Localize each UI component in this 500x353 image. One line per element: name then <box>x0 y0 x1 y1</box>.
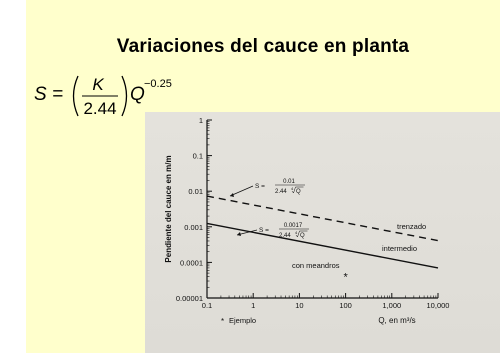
formula-paren-right <box>122 76 127 116</box>
y-tick-label: 0.1 <box>192 151 203 161</box>
braided-equation <box>230 179 305 197</box>
braided-eq-root: 4 <box>291 186 294 191</box>
meander-eq-lhs: S = <box>259 227 269 234</box>
braided-arrow-line <box>230 186 253 196</box>
x-axis-label: Q, en m³/s <box>378 316 416 325</box>
y-tick-label: 0.01 <box>188 187 203 197</box>
meander-eq-numerator: 0.0017 <box>283 223 303 229</box>
formula-paren-left <box>74 76 79 116</box>
meander-arrow-head <box>237 232 241 236</box>
y-tick-label: 0.00001 <box>175 294 203 303</box>
legend-label: Ejemplo <box>229 316 257 325</box>
braided-eq-lhs: S = <box>255 183 265 190</box>
braided-eq-q: Q <box>296 189 301 195</box>
series-label-intermedio: intermedio <box>382 244 418 253</box>
y-tick-label: 0.001 <box>184 222 203 232</box>
meander-eq-denominator: 2.44 <box>279 233 291 239</box>
x-tick-label: 100 <box>339 301 352 310</box>
meander-eq-root: 4 <box>295 230 298 235</box>
x-tick-label: 1 <box>251 301 256 310</box>
y-axis-label: Pendiente del cauce en m/m <box>164 155 173 263</box>
example-point-marker: * <box>343 271 348 284</box>
braided-arrow-head <box>230 193 234 197</box>
y-tick-label: 1 <box>198 116 203 125</box>
formula-q: Q <box>130 84 145 105</box>
x-tick-label: 10,000 <box>426 301 450 310</box>
formula-numerator: K <box>92 75 104 94</box>
y-tick-label: 0.0001 <box>180 258 203 268</box>
formula-lhs: S = <box>34 84 64 105</box>
x-tick-label: 1,000 <box>382 301 402 310</box>
slide-title: Variaciones del cauce en planta <box>116 36 410 57</box>
meander-eq-q: Q <box>300 233 305 239</box>
slope-discharge-chart <box>145 112 500 353</box>
series-label-trenzado: trenzado <box>397 222 427 231</box>
x-tick-label: 0.1 <box>201 301 213 310</box>
braided-eq-denominator: 2.44 <box>275 189 287 195</box>
formula-exponent: −0.25 <box>144 78 172 90</box>
legend-marker: * <box>221 317 225 326</box>
series-label-con-meandros: con meandros <box>292 261 340 270</box>
braided-eq-numerator: 0.01 <box>283 179 295 185</box>
formula-denominator: 2.44 <box>83 99 117 118</box>
x-tick-label: 10 <box>295 301 304 310</box>
